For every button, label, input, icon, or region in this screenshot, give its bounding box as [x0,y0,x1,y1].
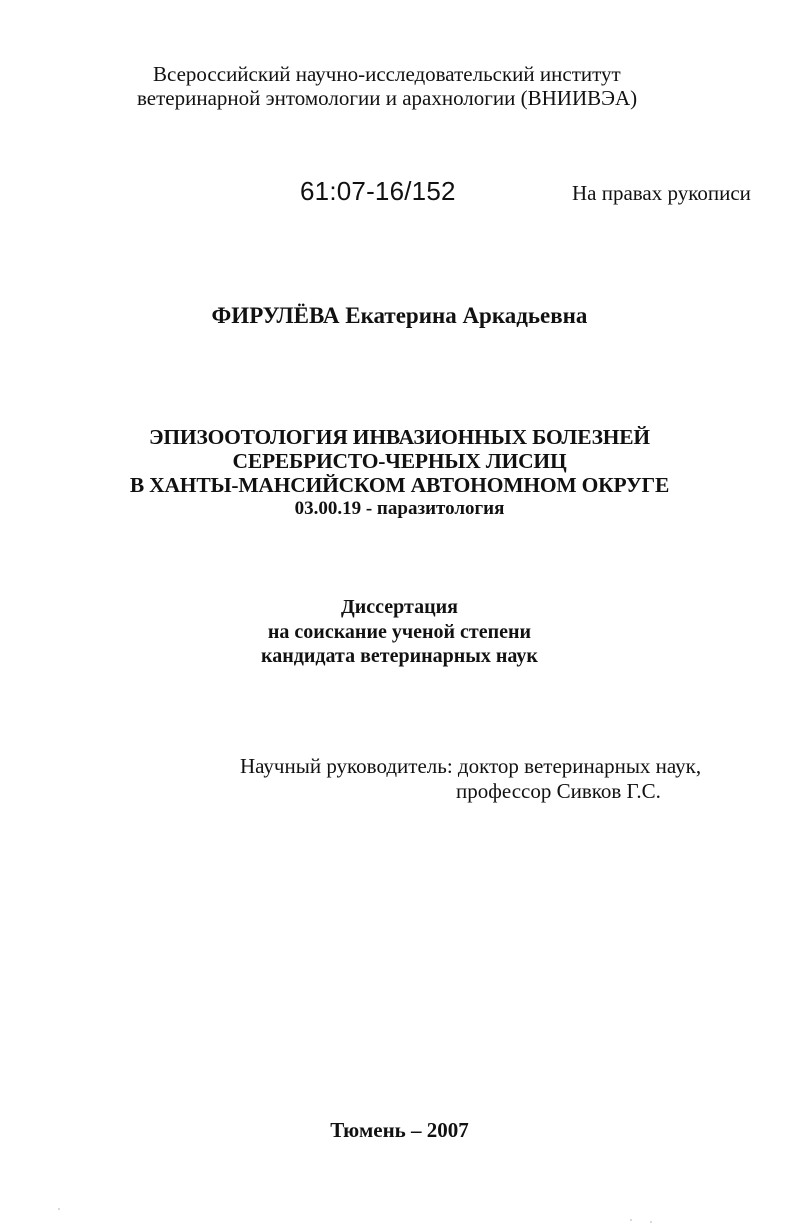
scan-speck [58,1208,60,1210]
degree-line-1: Диссертация [341,596,458,618]
institution-line-1: Всероссийский научно-исследовательский институт [153,62,621,86]
specialty-code: 03.00.19 - паразитология [294,498,505,519]
author-name: ФИРУЛЁВА Екатерина Аркадьевна [211,303,588,328]
catalog-code: 61:07-16/152 [300,176,456,206]
scan-speck [630,1219,632,1221]
advisor-line-2: профессор Сивков Г.С. [456,779,661,803]
scan-speck [650,1221,652,1223]
title-line-1: ЭПИЗООТОЛОГИЯ ИНВАЗИОННЫХ БОЛЕЗНЕЙ [149,425,650,449]
title-line-3: В ХАНТЫ-МАНСИЙСКОМ АВТОНОМНОМ ОКРУГЕ [129,473,670,497]
title-line-2: СЕРЕБРИСТО-ЧЕРНЫХ ЛИСИЦ [232,449,567,473]
degree-line-3: кандидата ветеринарных наук [261,645,538,667]
place-and-year: Тюмень – 2007 [330,1118,469,1142]
degree-line-2: на соискание ученой степени [267,621,532,643]
institution-line-2: ветеринарной энтомологии и арахнологии (ВНИИВЭА) [137,86,638,110]
manuscript-rights-note: На правах рукописи [572,181,751,205]
advisor-line-1: Научный руководитель: доктор ветеринарных наук, [240,754,702,778]
